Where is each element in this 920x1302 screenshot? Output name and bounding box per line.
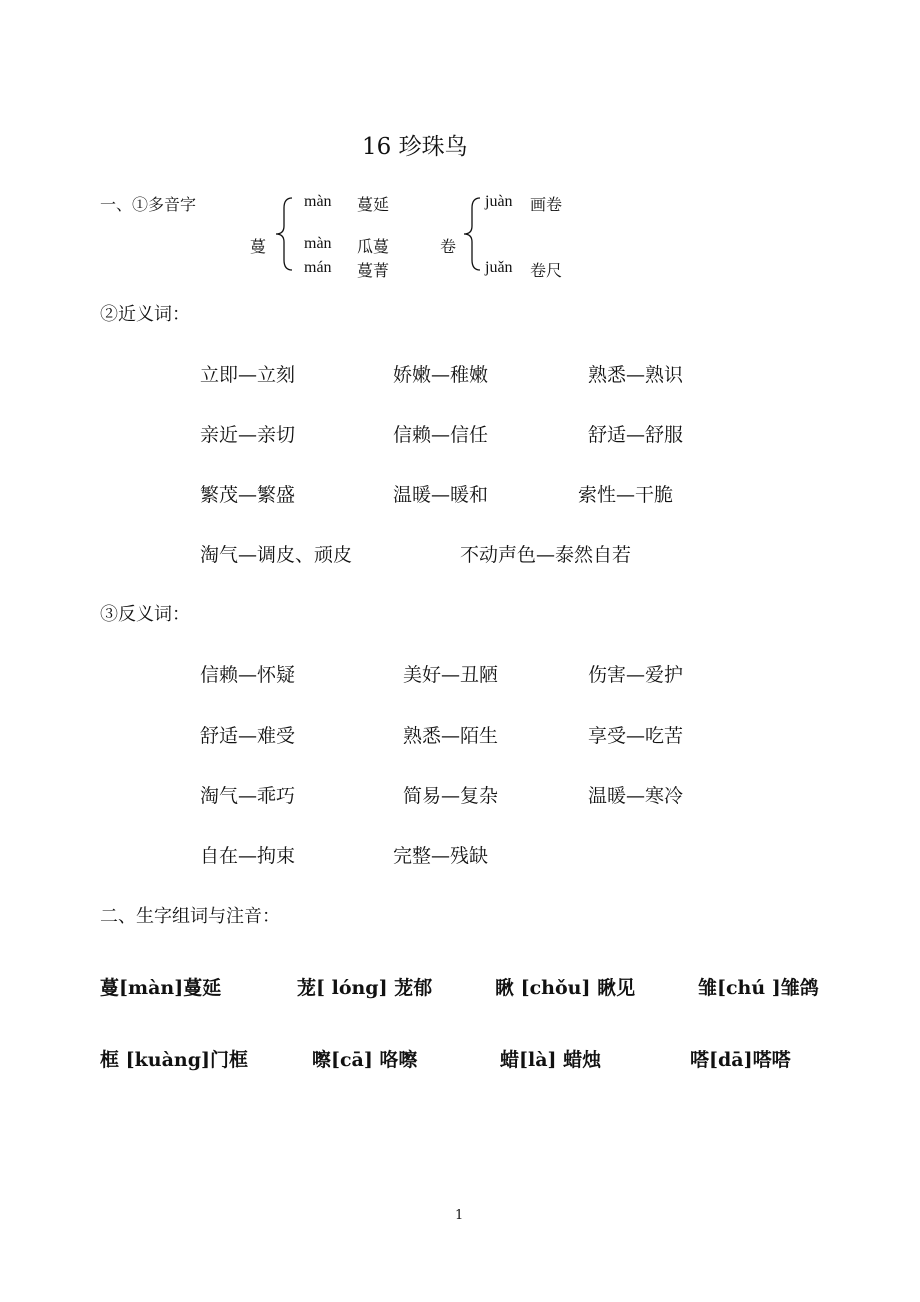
polyphone-char-juan: 卷 (440, 237, 457, 256)
page-number: 1 (455, 1208, 464, 1223)
antonym-pair: 温暖—寒冷 (588, 785, 684, 807)
synonym-pair: 立即—立刻 (200, 364, 296, 386)
new-char-entry: 雏[chú ]雏鸽 (698, 977, 819, 999)
antonym-pair: 美好—丑陋 (403, 664, 499, 686)
new-char-entry: 蔓[màn]蔓延 (100, 977, 222, 999)
new-char-entry: 嗒[dā]嗒嗒 (690, 1049, 791, 1071)
reading-pinyin: juàn (485, 193, 513, 210)
new-char-entry: 蜡[là] 蜡烛 (500, 1049, 602, 1071)
reading-pinyin: mán (304, 259, 332, 276)
left-brace-icon (272, 196, 296, 272)
reading-pinyin: juǎn (485, 259, 513, 276)
antonym-pair: 熟悉—陌生 (403, 725, 499, 747)
reading-word: 卷尺 (530, 261, 563, 280)
synonym-pair: 温暖—暖和 (393, 484, 489, 506)
reading-word: 瓜蔓 (357, 237, 390, 256)
antonym-pair: 简易—复杂 (403, 785, 499, 807)
polyphone-char-man: 蔓 (250, 237, 267, 256)
antonym-pair: 伤害—爱护 (588, 664, 684, 686)
reading-word: 画卷 (530, 195, 563, 214)
synonym-pair: 索性—干脆 (578, 484, 674, 506)
new-char-entry: 框 [kuàng]门框 (100, 1049, 248, 1071)
antonym-pair: 享受—吃苦 (588, 725, 684, 747)
section2-heading: 二、生字组词与注音： (100, 906, 280, 927)
new-char-entry: 茏[ lóng] 茏郁 (297, 977, 433, 999)
page-title: 16 珍珠鸟 (362, 134, 468, 160)
synonym-pair: 舒适—舒服 (588, 424, 684, 446)
synonym-pair: 信赖—信任 (393, 424, 489, 446)
antonym-pair: 淘气—乖巧 (200, 785, 296, 807)
antonym-pair: 完整—残缺 (393, 845, 489, 867)
antonym-pair: 舒适—难受 (200, 725, 296, 747)
reading-word: 蔓菁 (357, 261, 390, 280)
reading-word: 蔓延 (357, 195, 390, 214)
antonym-pair: 自在—拘束 (200, 845, 296, 867)
new-char-entry: 嚓[cā] 咯嚓 (312, 1049, 418, 1071)
reading-pinyin: màn (304, 235, 332, 252)
synonym-pair: 熟悉—熟识 (588, 364, 684, 386)
synonym-pair: 不动声色—泰然自若 (460, 544, 632, 566)
antonym-pair: 信赖—怀疑 (200, 664, 296, 686)
new-char-entry: 瞅 [chǒu] 瞅见 (495, 977, 636, 999)
synonym-pair: 娇嫩—稚嫩 (393, 364, 489, 386)
section1-heading: 一、①多音字 (100, 195, 197, 214)
antonyms-heading: ③反义词： (100, 604, 190, 625)
synonym-pair: 繁茂—繁盛 (200, 484, 296, 506)
left-brace-icon (460, 196, 484, 272)
synonym-pair: 淘气—调皮、顽皮 (200, 544, 353, 566)
synonyms-heading: ②近义词： (100, 304, 190, 325)
reading-pinyin: màn (304, 193, 332, 210)
synonym-pair: 亲近—亲切 (200, 424, 296, 446)
